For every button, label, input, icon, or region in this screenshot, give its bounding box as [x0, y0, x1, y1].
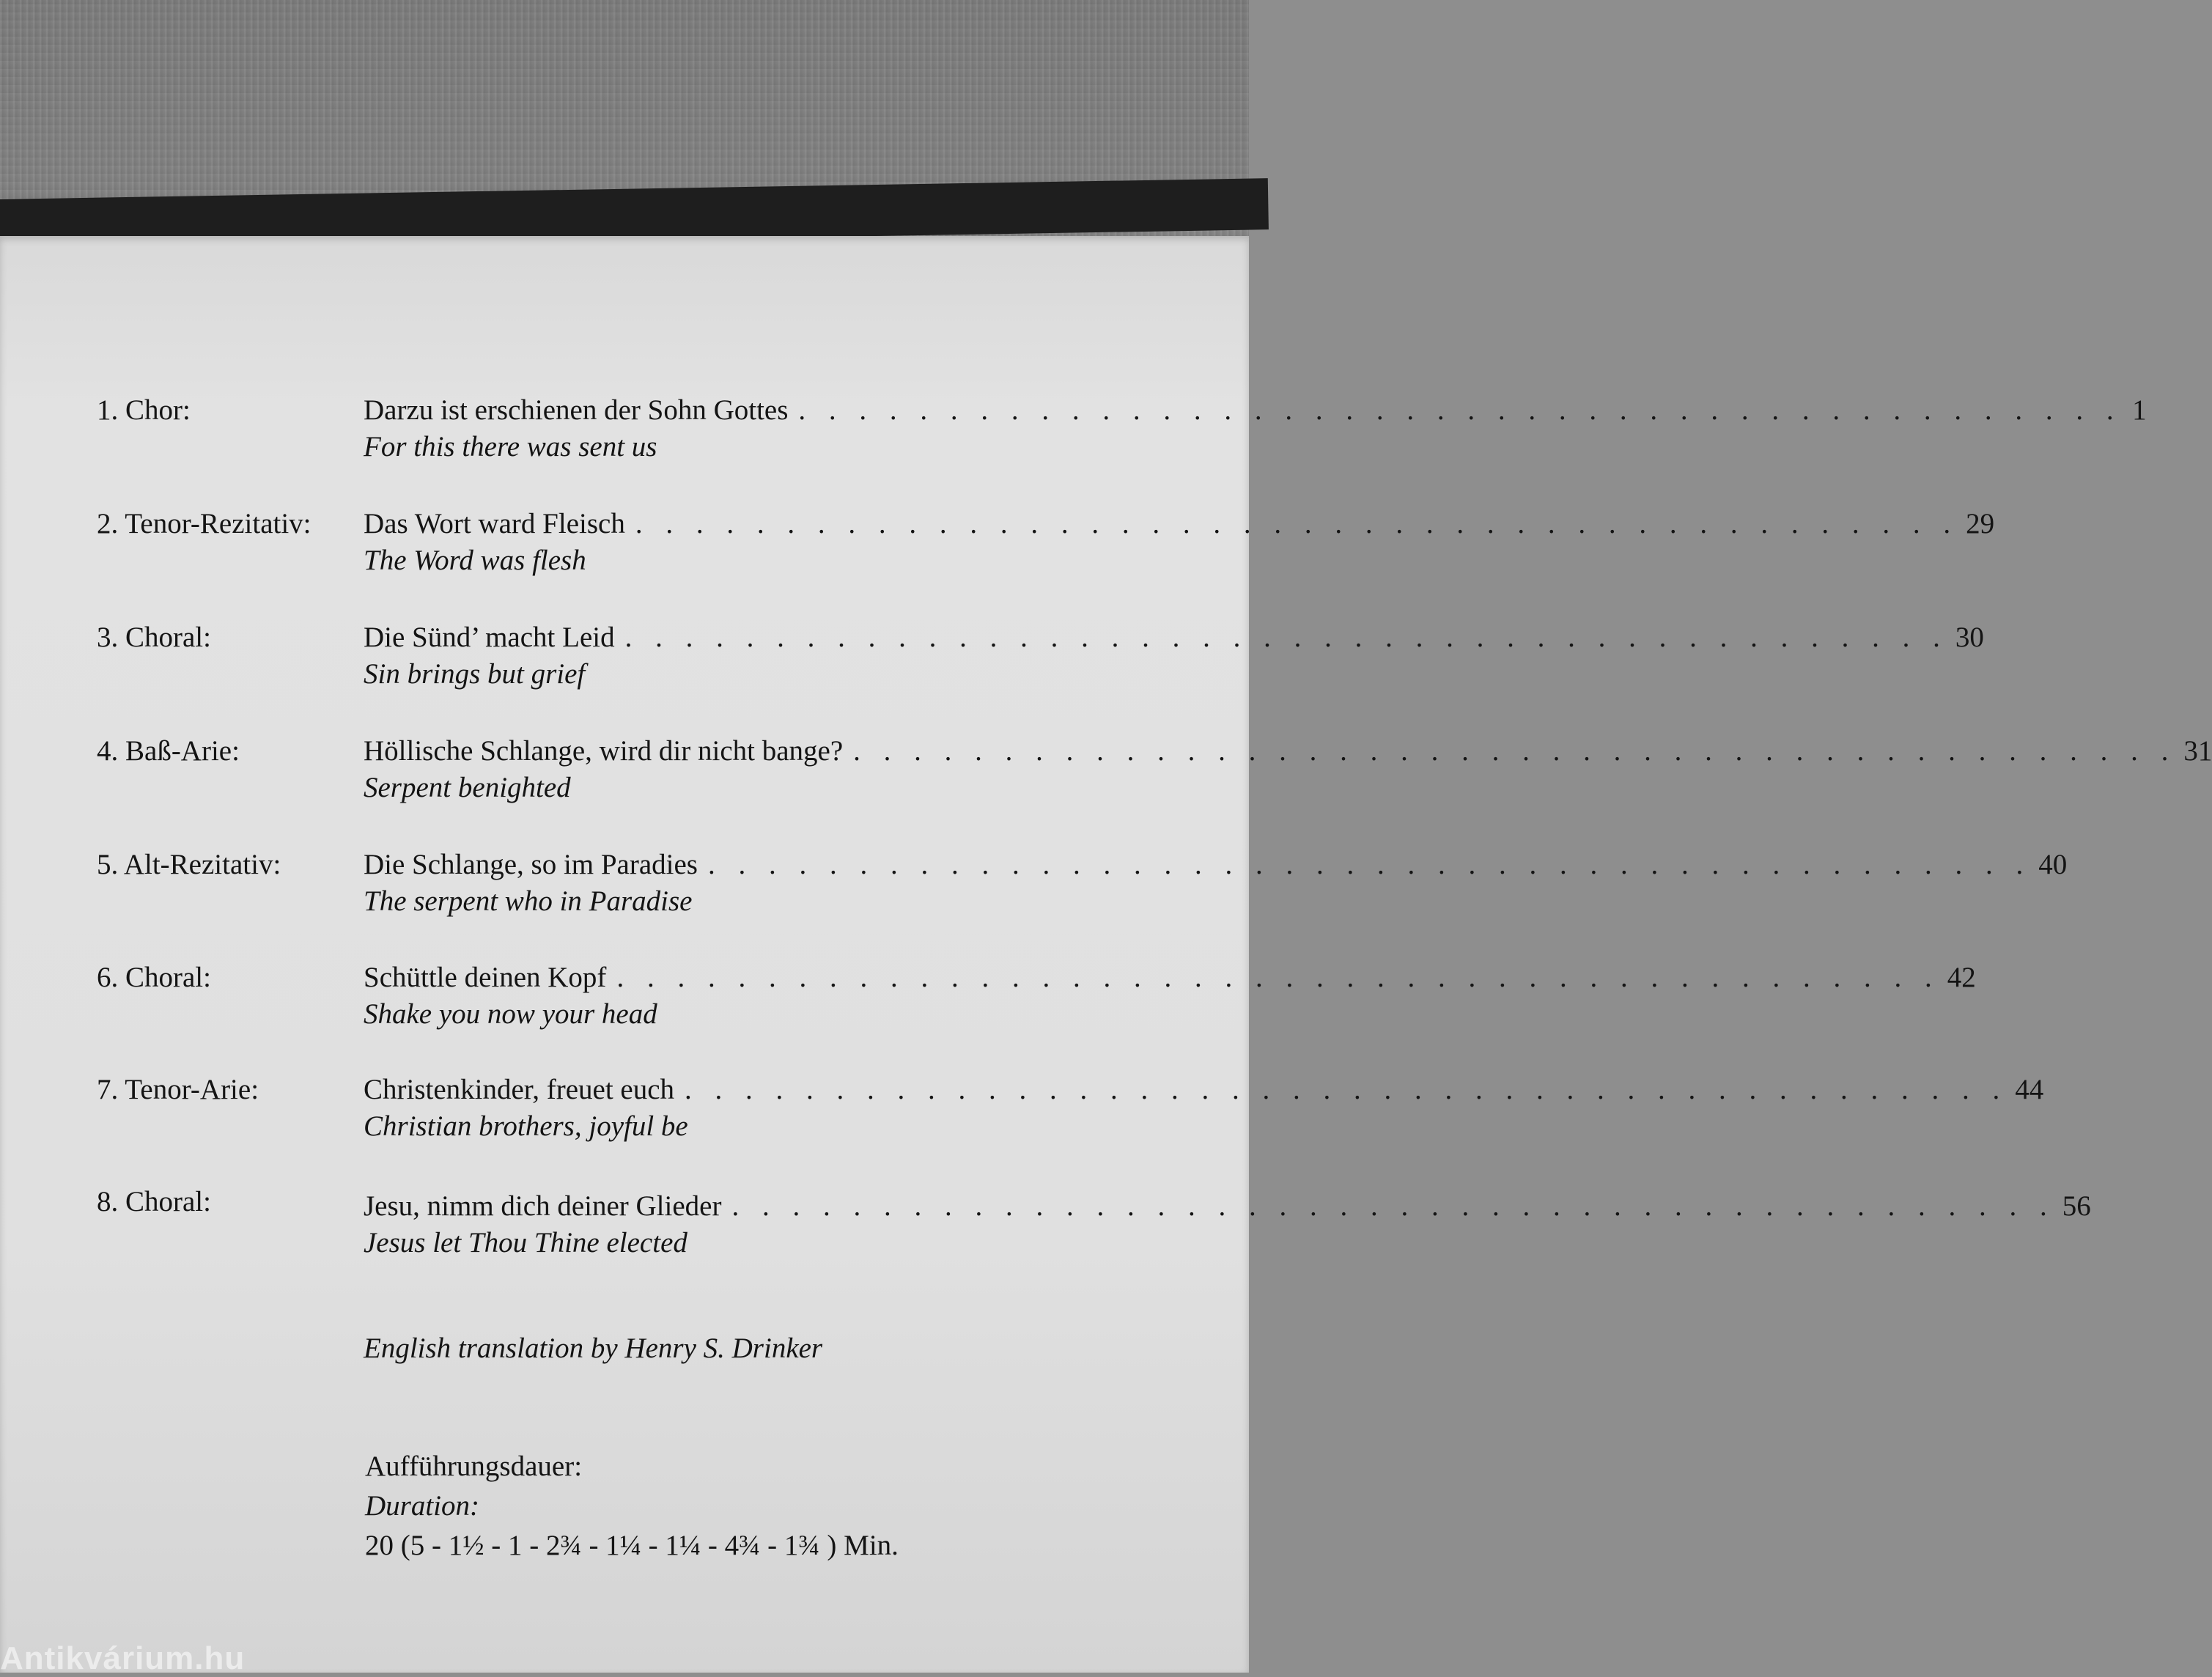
toc-entry — [0, 1184, 2091, 1265]
movement-label: 6. Choral: — [97, 962, 211, 993]
title-row — [364, 1189, 2091, 1224]
page-number: 29 — [1966, 508, 1995, 539]
movement-subtitle: The serpent who in Paradise — [364, 885, 693, 917]
dot-leader: . . . . . . . . . . . . . . . . . . . . . . . . . . . . . . . . . . . . . . . . . . . . — [707, 849, 2032, 880]
movement-title: Darzu ist erschienen der Sohn Gottes — [364, 394, 789, 426]
toc-entry — [0, 847, 2068, 928]
movement-title: Die Sünd’ macht Leid — [364, 622, 615, 653]
toc-entry — [0, 1072, 2044, 1153]
movement-label: 8. Choral: — [97, 1186, 211, 1217]
toc-entry — [0, 960, 1976, 1041]
movement-subtitle: Sin brings but grief — [364, 658, 586, 690]
movement-label: 1. Chor: — [97, 394, 191, 426]
dot-leader: . . . . . . . . . . . . . . . . . . . . . . . . . . . . . . . . . . . . . . . . . . . . — [635, 508, 1959, 539]
duration-label-de: Aufführungsdauer: — [365, 1451, 583, 1482]
duration-block — [365, 1447, 899, 1566]
title-row — [364, 847, 2068, 882]
page-number: 42 — [1947, 962, 1976, 993]
toc-entry — [0, 393, 2147, 473]
movement-title: Jesu, nimm dich deiner Glieder — [364, 1190, 722, 1222]
movement-label: 4. Baß-Arie: — [97, 735, 240, 767]
movement-subtitle: Christian brothers, joyful be — [364, 1110, 688, 1142]
dot-leader: . . . . . . . . . . . . . . . . . . . . . . . . . . . . . . . . . . . . . . . . . . . . — [798, 394, 2122, 426]
duration-label-en: Duration: — [365, 1490, 479, 1522]
book-page — [0, 236, 2212, 1673]
title-row — [364, 506, 1995, 542]
dot-leader: . . . . . . . . . . . . . . . . . . . . . . . . . . . . . . . . . . . . . . . . . . . . — [685, 1074, 2008, 1105]
duration-value: 20 (5 - 1½ - 1 - 2¾ - 1¼ - 1¼ - 4¾ - 1¾ ) Min. — [365, 1530, 899, 1561]
dot-leader: . . . . . . . . . . . . . . . . . . . . . . . . . . . . . . . . . . . . . . . . . . . . — [853, 735, 2177, 767]
page-number: 30 — [1955, 622, 1984, 653]
page-number: 44 — [2015, 1074, 2044, 1105]
translation-credit: English translation by Henry S. Drinker — [364, 1333, 823, 1364]
movement-subtitle: Jesus let Thou Thine elected — [364, 1227, 687, 1258]
page-number: 1 — [2132, 394, 2147, 426]
dot-leader: . . . . . . . . . . . . . . . . . . . . . . . . . . . . . . . . . . . . . . . . . . . . — [624, 622, 1948, 653]
toc-entry — [0, 620, 1984, 701]
dot-leader: . . . . . . . . . . . . . . . . . . . . . . . . . . . . . . . . . . . . . . . . . . . . — [616, 962, 1940, 993]
dot-leader: . . . . . . . . . . . . . . . . . . . . . . . . . . . . . . . . . . . . . . . . . . . . — [731, 1190, 2055, 1222]
title-row — [364, 620, 1984, 655]
toc-entry — [0, 506, 1995, 587]
movement-title: Christenkinder, freuet euch — [364, 1074, 675, 1105]
movement-label: 7. Tenor-Arie: — [97, 1074, 259, 1105]
title-row — [364, 960, 1976, 995]
movement-title: Die Schlange, so im Paradies — [364, 849, 698, 880]
title-row — [364, 734, 2212, 769]
movement-title: Höllische Schlange, wird dir nicht bange? — [364, 735, 844, 767]
watermark-text: Antikvárium.hu — [0, 1640, 246, 1676]
title-row — [364, 1072, 2044, 1107]
page-number: 31 — [2183, 735, 2212, 767]
movement-title: Das Wort ward Fleisch — [364, 508, 625, 539]
movement-subtitle: The Word was flesh — [364, 545, 586, 576]
page-number: 40 — [2038, 849, 2068, 880]
title-row — [364, 393, 2147, 428]
page-number: 56 — [2062, 1190, 2091, 1222]
movement-subtitle: Shake you now your head — [364, 998, 657, 1030]
movement-label: 2. Tenor-Rezitativ: — [97, 508, 311, 539]
movement-title: Schüttle deinen Kopf — [364, 962, 607, 993]
movement-subtitle: Serpent benighted — [364, 772, 571, 803]
movement-label: 5. Alt-Rezitativ: — [97, 849, 281, 880]
toc-entry — [0, 734, 2212, 814]
movement-subtitle: For this there was sent us — [364, 431, 657, 462]
movement-label: 3. Choral: — [97, 622, 211, 653]
